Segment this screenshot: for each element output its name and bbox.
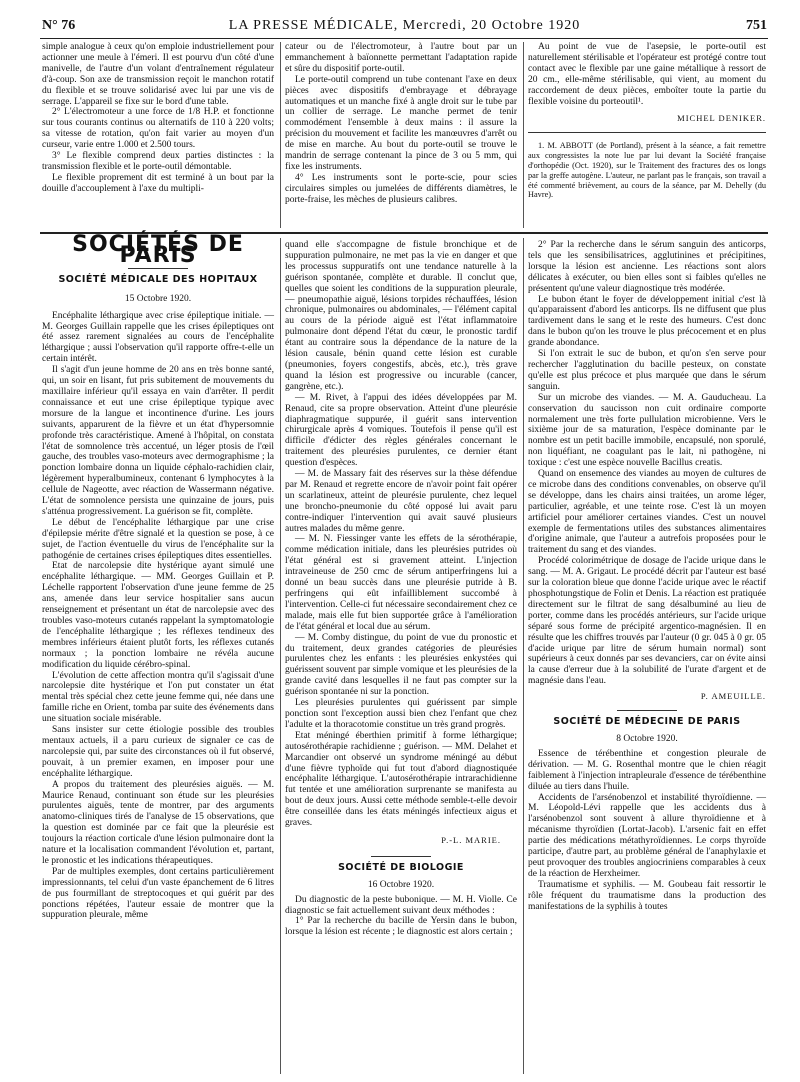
paragraph: Sans insister sur cette étiologie possible des troubles mentaux actuels, il a paru curieux de signaler ce cas de narcolepsie qui, par suite des circonstances où il fut observé, pouvait, à un premier examen, en imposer pour une encéphalite léthargique.	[42, 725, 274, 779]
paragraph: Les pleurésies purulentes qui guérissent par simple ponction sont l'exception aussi bien chez l'enfant que chez l'adulte et la thoracotomie constitue un très grand progrès.	[285, 698, 517, 730]
paragraph: Quand on ensemence des viandes au moyen de cultures de ce microbe dans des conditions convenables, on observe qu'il se développe, dans les chairs ainsi traitées, un arome léger, particulier, agréable, et une teinte rose. C'est là un moyen artificiel pour améliorer certaines viandes. C'est un nouvel exemple de fermentations utiles des substances alimentaires d'origine animale, que l'auteur a autrefois proposées pour le traitement du sang et des viandes.	[528, 469, 766, 556]
paragraph: 2° L'électromoteur a une force de 1/8 H.P. et fonctionne sur tous courants continus ou alternatifs de 110 à 220 volts; sa vitesse de rotation, qu'on fait varier au moyen d'un curseur, varie entre 1.000 et 2.500 tours.	[42, 107, 274, 151]
paragraph: Le bubon étant le foyer de développement initial c'est là qu'apparaissent d'abord les anticorps. Ils ne diffusent que plus tardivement dans le sang et le reste des humeurs. C'est donc dans le bubon qu'on les trouve le plus précocement et en plus grande abondance.	[528, 294, 766, 349]
paragraph: — M. de Massary fait des réserves sur la thèse défendue par M. Renaud et regrette encore de n'avoir point fait opérer un scarlatineux, atteint de pleurésie purulente, chez lequel une broncho-pneumonie du côté opposé lui avait paru contre-indiquer l'intervention qui avait sauvé plusieurs autres malades du même genre.	[285, 469, 517, 534]
paragraph: 3° Le flexible comprend deux parties distinctes : la transmission flexible et le porte-outil démontable.	[42, 151, 274, 172]
journal-title: LA PRESSE MÉDICALE, Mercredi, 20 Octobre 1920	[228, 18, 581, 33]
section-date: 16 Octobre 1920.	[367, 879, 435, 890]
column-divider	[523, 42, 524, 228]
footnote-rule	[528, 132, 766, 133]
header-rule	[40, 38, 768, 39]
paragraph: 4° Les instruments sont le porte-scie, pour scies circulaires simples ou jumelées de différents diamètres, le porte-fraise, les mèches de plusieurs calibres.	[285, 172, 517, 205]
paragraph: — M. Comby distingue, du point de vue du pronostic et du traitement, deux grandes catégories de pleurésies purulentes chez les enfants : les pleurésies enkystées qui guérissent souvent par simple vomique et les pleurésies de la grande cavité dans lesquelles il ne faut pas compter sur la guérison spontanée ni sur la ponction.	[285, 632, 517, 698]
paragraph: — M. N. Fiessinger vante les effets de la sérothérapie, comme médication initiale, dans les pleurésies putrides où l'état général est si gravement atteint. L'injection intraveineuse de 250 cmc de sérum antiperfringens lui a donné un beau succès dans une pleurésie putride à B. perfringens qui eût infailliblement succombé à l'intervention. Celle-ci fut nécessaire secondairement chez ce malade, mais elle fut bien supportée grâce à l'amélioration de l'état général et local due au sérum.	[285, 534, 517, 632]
footnote: 1. M. ABBOTT (de Portland), présent à la séance, a fait remettre aux congressistes la note lue par lui devant la Société française d'orthopédie (Oct. 1920), sur le Traitement des fractures des os longs par la greffe autogène. L'auteur, ne parlant pas le français, son travail a été commenté brièvement, au cours de la séance, par M. Dehelly (du Havre).	[528, 141, 766, 200]
lower-column-1	[42, 232, 274, 921]
column-divider	[523, 238, 524, 1074]
paragraph: simple analogue à ceux qu'on emploie industriellement pour actionner une meule à l'émeri. Il est pourvu d'un côté d'une manivelle, de l'autre d'un volant d'entraînement régulateur d'à-coup. Son axe de transmission reçoit le manchon rotatif du flexible et se trouve solidarisé avec lui par une vis de serrage. L'appareil se fixe sur le bord d'une table.	[42, 42, 274, 107]
paragraph: Procédé colorimétrique de dosage de l'acide urique dans le sang. — M. A. Grigaut. Le procédé décrit par l'auteur est basé sur la coloration bleue que donne l'acide urique avec le réactif phosphotungstique de Folin et Denis. La réaction est pratiquée directement sur le filtrat de sang désalbuminé au lieu de porter, comme dans les procédés antérieurs, sur l'acide urique séparé sous forme de précipité argentico-magnésien. Il en résulte que les chiffres trouvés par l'auteur (0 gr. 045 à 0 gr. 05 d'acide urique par litre de sérum humain normal) sont supérieurs à ceux donnés par ses devanciers, car on évite ainsi la cause d'erreur due à la solubilité de l'urate d'argent et de magnésie dans l'eau.	[528, 556, 766, 687]
top-column-1	[42, 42, 274, 195]
page-number: 751	[746, 18, 767, 33]
paragraph: Par de multiples exemples, dont certains particulièrement impressionnants, tel celui d'un vaste épanchement de 6 litres de pus fourmillant de streptocoques et qui guérit par des ponctions répétées, l'auteur essaie de montrer que la suppuration pleurale, même	[42, 866, 274, 921]
paragraph: Sur un microbe des viandes. — M. A. Gauducheau. La conservation du saucisson non cuit ordinaire comporte normalement une très forte pullulation microbienne. Vers le sixième jour de sa maturation, l'espèce dominante par le nombre est un petit bacille immobile, encapsulé, non sporulé, non liquéfiant, ne coagulant pas le lait, ni pathogène, ni toxique : c'est une espèce nouvelle Bacillus creatis.	[528, 392, 766, 469]
paragraph: — M. Rivet, à l'appui des idées développées par M. Renaud, cite sa propre observation. Atteint d'une pleurésie diaphragmatique suppurée, il guérit sans intervention chirurgicale après 4 vomiques. Toutefois il pense qu'il est difficile d'édicter des règles générales concernant le traitement des pleurésies purulentes, ce dernier étant question d'espèces.	[285, 392, 517, 469]
paragraph: cateur ou de l'électromoteur, à l'autre bout par un emmanchement à baïonnette permettant l'adaptation rapide et sûre du dispositif porte-outil.	[285, 42, 517, 74]
section-date: 15 Octobre 1920.	[124, 293, 192, 304]
author-signature: P. AMEUILLE.	[700, 691, 766, 702]
paragraph: Le porte-outil comprend un tube contenant l'axe en deux pièces avec dispositifs d'embrayage et débrayage automatiques et un manche fixé à angle droit sur le tube par un collier de serrage. Le manche permet de tenir commodément l'ensemble à deux mains : il assure la précision du mouvement et facilite les manœuvres d'arrêt ou de mise en marche. Au bout du porte-outil se trouve le mandrin de serrage contenant la pince de 3 ou 5 mm, qui fixe les instruments.	[285, 74, 517, 172]
column-divider	[280, 42, 281, 228]
divider	[617, 710, 677, 711]
paragraph: A propos du traitement des pleurésies aiguës. — M. Maurice Renaud, continuant son étude sur les pleurésies purulentes aiguës, tente de montrer, par des arguments anatomo-cliniques tirés de l'analyse de 15 observations, que la question est dominée par ce fait que la pleurésie est toujours la réaction corticale d'une lésion pulmonaire dont la nature et la localisation commandent l'évolution et, partant, le pronostic et les indications thérapeutiques.	[42, 779, 274, 866]
lower-column-3	[528, 240, 766, 912]
societes-title: SOCIÉTÉS DE PARIS	[72, 232, 244, 268]
paragraph: quand elle s'accompagne de fistule bronchique et de suppuration pulmonaire, ne met pas la vie en danger et que les processus suppuratifs ont une tendance naturelle à la guérison spontanée, complète et durable. Il conclut que, quelles que soient les conditions de la suppuration pleurale, — pneumopathie aiguë, lésions torpides réchauffées, lésion chronique, pulmonaires ou abdominales, — l'élément capital au cours de la période aiguë est l'état inflammatoire pulmonaire dont dépend l'état du cœur, le pronostic tardif étant au contraire sous la dépendance de la nature de la lésion causale, bénin quand cette lésion est curable (pneumonies, foyers congestifs, abcès, etc.), très grave quand la lésion est progressive ou incurable (cancer, gangrène, etc.).	[285, 240, 517, 392]
paragraph: Du diagnostic de la peste bubonique. — M. H. Violle. Ce diagnostic se fait actuellement suivant deux méthodes :	[285, 894, 517, 916]
top-column-3	[528, 42, 766, 200]
paragraph: Au point de vue de l'asepsie, le porte-outil est naturellement stérilisable et l'opérateur est protégé contre tout contact avec le flexible par une gaine métallique à ressort de 20 cm., elle-même stérilisable, qui vient, au moment du raccordement de deux pièces, emboîter toute la partie du flexible voisine du porteoutil¹.	[528, 42, 766, 107]
issue-number: N° 76	[42, 18, 76, 33]
divider	[128, 268, 188, 269]
page-header	[42, 18, 767, 38]
author-signature: P.-L. MARIE.	[441, 834, 501, 845]
divider	[371, 856, 431, 857]
paragraph: Le flexible proprement dit est terminé à un bout par la douille d'accouplement à l'axe du multipli-	[42, 172, 274, 194]
paragraph: 2° Par la recherche dans le sérum sanguin des anticorps, tels que les sensibilisatrices, agglutinines et précipitines, lorsque la lésion est ancienne. Les réactions sont alors délicates à exécuter, ou bien elles sont si faibles qu'elles ne présentent qu'une valeur diagnostique très modérée.	[528, 240, 766, 294]
paragraph: Il s'agit d'un jeune homme de 20 ans en très bonne santé, qui, un soir en lisant, fut pris subitement de mouvements du maxillaire inférieur qu'il essaya en vain d'arrêter. Il perdit connaissance et eut une crise épileptique typique avec morsure de la langue et incontinence d'urine. Les jours suivants, apparurent de la fièvre et un état d'hypersomnie profonde très caractéristique. Amené à l'hôpital, on constata l'état de somnolence très accentué, un léger ptosis de l'œil gauche, des troubles vaso-moteurs avec dermographisme ; la ponction lombaire donna un liquide céphalo-rachidien clair, légèrement hyperalbumineux, contenant 6 lymphocytes à la cellule de Nageotte, avec réaction de Wassermann négative. L'état de somnolence persista une quinzaine de jours, puis s'atténua progressivement. La guérison se fit, complète.	[42, 365, 274, 517]
paragraph: L'évolution de cette affection montra qu'il s'agissait d'une narcolepsie dite hystérique et l'on put constater un état mental très spécial chez cette jeune femme qui, née dans une famille riche en Orient, tomba par suite des événements dans une situation sociale misérable.	[42, 670, 274, 725]
paragraph: Encéphalite léthargique avec crise épileptique initiale. — M. Georges Guillain rappelle que les crises épileptiques ont été assez rarement signalées au cours de l'encéphalite léthargique ; aussi l'observation qu'il rapporte offre-t-elle un certain intérêt.	[42, 310, 274, 365]
lower-column-2	[285, 240, 517, 938]
top-column-2	[285, 42, 517, 206]
author-signature: MICHEL DENIKER.	[677, 113, 766, 124]
paragraph: Traumatisme et syphilis. — M. Goubeau fait ressortir le rôle fréquent du traumatisme dans la production des manifestations de la syphilis à toutes	[528, 879, 766, 912]
paragraph: Le début de l'encéphalite léthargique par une crise d'épilepsie mérite d'être signalé et la question se pose, à ce sujet, de l'action éventuelle du virus de l'encéphalite sur la pathogénie de certaines crises épileptiques dites essentielles.	[42, 517, 274, 561]
column-divider	[280, 238, 281, 1074]
paragraph: Accidents de l'arsénobenzol et instabilité thyroïdienne. — M. Léopold-Lévi rappelle que les accidents dus à l'arsénobenzol sont souvent à allure thyroïdienne et à mécanisme thyroïdien (Lortat-Jacob). L'arsenic fait en effet partie des médications métathyroïdiennes. Le corps thyroïde participe, d'autre part, au problème général de l'anaphylaxie et peut provoquer des troubles angiocriniens comparables à ceux de la réaction de Herxheimer.	[528, 792, 766, 879]
section-title: SOCIÉTÉ MÉDICALE DES HOPITAUX	[58, 273, 258, 285]
paragraph: 1° Par la recherche du bacille de Yersin dans le bubon, lorsque la lésion est récente ; le diagnostic est alors certain ;	[285, 916, 517, 938]
paragraph: Essence de térébenthine et congestion pleurale de dérivation. — M. G. Rosenthal montre que le chien réagit faiblement à l'injection intrapleurale d'essence de térébenthine diluée au tiers dans l'huile.	[528, 748, 766, 792]
section-title: SOCIÉTÉ DE MÉDECINE DE PARIS	[553, 716, 741, 728]
paragraph: Etat méningé éberthien primitif à forme léthargique; autosérothérapie rachidienne ; guérison. — MM. Delahet et Marcandier ont observé un syndrome méningé au début d'une fièvre typhoïde qui fut tout d'abord diagnostiquée encéphalite léthargique. L'autosérothérapie intrarachidienne fut tentée et une amélioration surprenante se manifesta au bout de deux jours. Aussi cette méthode semble-t-elle devoir être conseillée dans les états méningés infectieux aigus et graves.	[285, 730, 517, 829]
section-date: 8 Octobre 1920.	[616, 733, 678, 744]
paragraph: Etat de narcolepsie dite hystérique ayant simulé une encéphalite léthargique. — MM. Georges Guillain et P. Léchelle rapportent l'observation d'une jeune femme de 25 ans, amenée dans leur service hospitalier sans aucun renseignement et présentant un état de narcolepsie avec des troubles vaso-moteurs cutanés rappelant la symptomatologie de l'encéphalite léthargique ; les réflexes tendineux des membres inférieurs étaient plutôt forts, les réflexes cutanés normaux ; la ponction lombaire ne révéla aucune modification du liquide cérébro-spinal.	[42, 561, 274, 670]
section-title: SOCIÉTÉ DE BIOLOGIE	[338, 861, 464, 873]
paragraph: Si l'on extrait le suc de bubon, et qu'on s'en serve pour rechercher l'agglutination du bacille pesteux, on constate qu'elle est plus précoce et plus marquée que dans le sérum sanguin.	[528, 349, 766, 392]
